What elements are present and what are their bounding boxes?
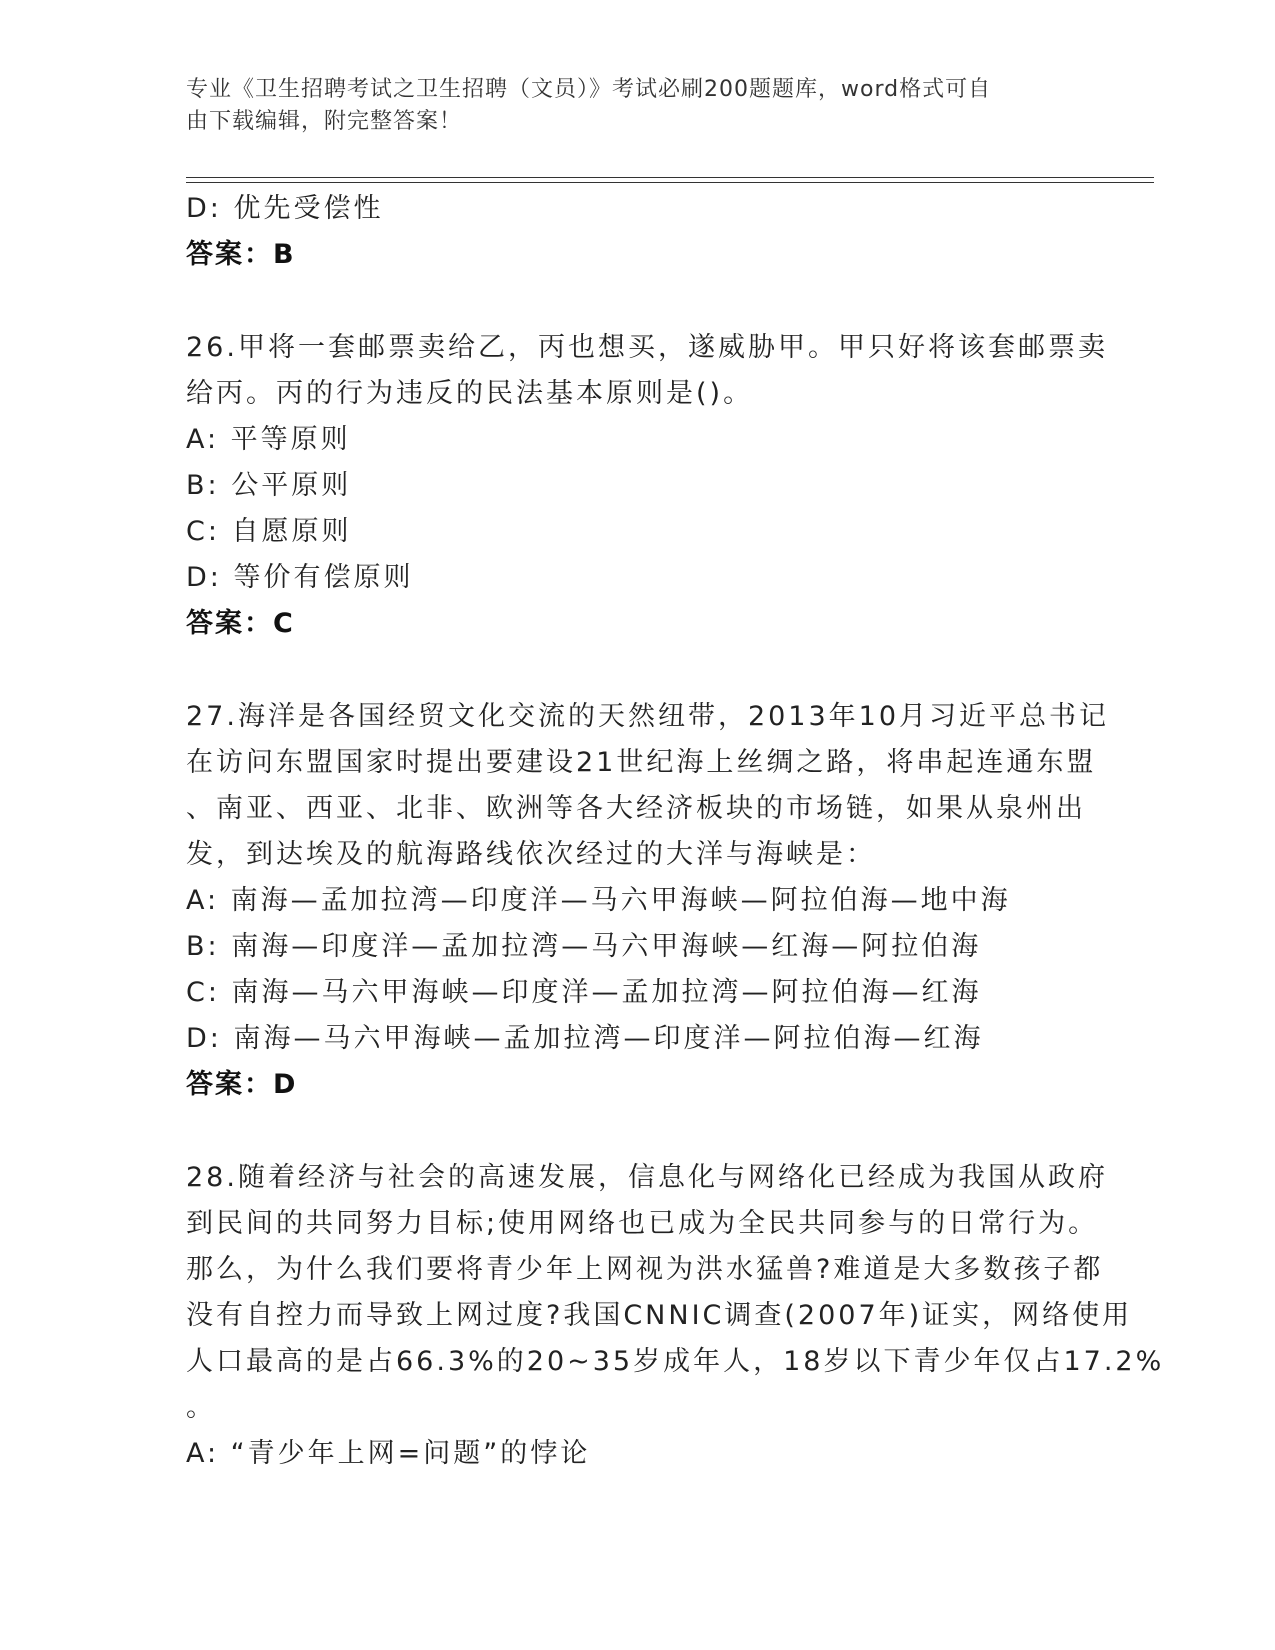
spacer [186, 647, 1086, 694]
question-text-line: 27.海洋是各国经贸文化交流的天然纽带，2013年10月习近平总书记 [186, 701, 1110, 732]
document-body [186, 186, 1165, 1477]
option-d: D: 优先受偿性 [186, 193, 384, 224]
document-header [186, 74, 1086, 138]
answer: 答案：B [186, 239, 296, 270]
question-text-line: 发，到达埃及的航海路线依次经过的大洋与海峡是： [186, 839, 876, 870]
answer: 答案：C [186, 608, 295, 639]
question-27 [186, 694, 1110, 1108]
option-a: A: 南海—孟加拉湾—印度洋—马六甲海峡—阿拉伯海—地中海 [186, 885, 1011, 916]
question-text-line: 人口最高的是占66.3%的20~35岁成年人，18岁以下青少年仅占17.2% [186, 1346, 1165, 1377]
header-line-1: 专业《卫生招聘考试之卫生招聘（文员）》考试必刷200题题库，word格式可自 [186, 77, 992, 102]
header-divider-bottom [186, 182, 1154, 183]
header-line-2: 由下载编辑，附完整答案！ [186, 109, 463, 134]
option-c: C: 自愿原则 [186, 516, 352, 547]
question-26 [186, 325, 1108, 647]
question-text-line: 那么，为什么我们要将青少年上网视为洪水猛兽?难道是大多数孩子都 [186, 1254, 1104, 1285]
option-c: C: 南海—马六甲海峡—印度洋—孟加拉湾—阿拉伯海—红海 [186, 977, 982, 1008]
option-a: A: “青少年上网=问题”的悖论 [186, 1438, 591, 1469]
question-text-line: 、南亚、西亚、北非、欧洲等各大经济板块的市场链，如果从泉州出 [186, 793, 1086, 824]
question-text-line: 28.随着经济与社会的高速发展，信息化与网络化已经成为我国从政府 [186, 1162, 1108, 1193]
option-d: D: 南海—马六甲海峡—孟加拉湾—印度洋—阿拉伯海—红海 [186, 1023, 984, 1054]
question-28 [186, 1155, 1165, 1477]
option-b: B: 公平原则 [186, 470, 352, 501]
spacer [186, 1108, 1086, 1155]
question-text-line: 没有自控力而导致上网过度?我国CNNIC调查(2007年)证实，网络使用 [186, 1300, 1133, 1331]
option-d: D: 等价有偿原则 [186, 562, 414, 593]
answer: 答案：D [186, 1069, 298, 1100]
question-text-line: 。 [186, 1392, 216, 1423]
question-25 [186, 186, 1086, 278]
spacer [186, 278, 1086, 325]
question-text-line: 在访问东盟国家时提出要建设21世纪海上丝绸之路，将串起连通东盟 [186, 747, 1097, 778]
option-b: B: 南海—印度洋—孟加拉湾—马六甲海峡—红海—阿拉伯海 [186, 931, 982, 962]
question-text-line: 到民间的共同努力目标;使用网络也已成为全民共同参与的日常行为。 [186, 1208, 1099, 1239]
question-text-line: 26.甲将一套邮票卖给乙，丙也想买，遂威胁甲。甲只好将该套邮票卖 [186, 332, 1108, 363]
header-divider-top [186, 177, 1154, 178]
question-text-line: 给丙。丙的行为违反的民法基本原则是()。 [186, 378, 754, 409]
option-a: A: 平等原则 [186, 424, 351, 455]
